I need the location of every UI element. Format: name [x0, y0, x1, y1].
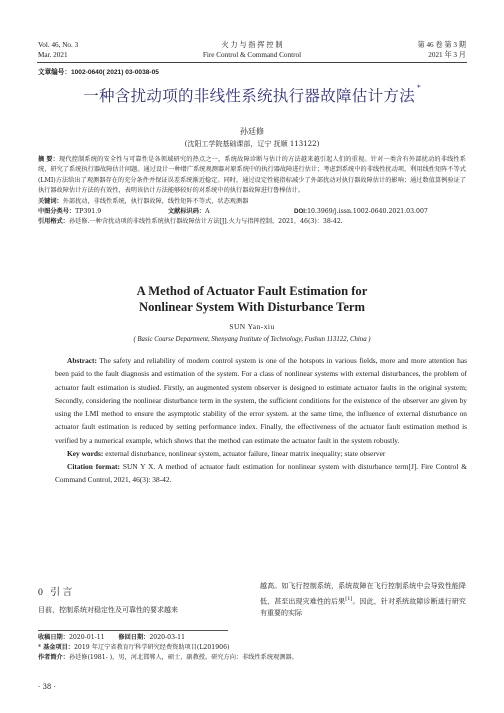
dates-line	[38, 633, 298, 643]
clc-value: TP391.9	[75, 208, 102, 216]
intro-paragraph-left: 目前，控制系统对稳定性及可靠性的要求越来	[38, 606, 178, 614]
author-en: SUN Yan-xiu	[229, 322, 275, 331]
citation-cn-text: 孙廷修.一种含扰动项的非线性系统执行器故障估计方法[J].火力与指挥控制，2021，46(3)：38-42.	[68, 218, 343, 226]
abstract-cn-label: 摘 要：	[38, 156, 59, 163]
intro-right-text-1: 越高。如飞行控制系统，系统故障在飞行控制系统中会导致性能降低，甚至出现灾难性的后果	[260, 582, 466, 605]
keywords-en	[55, 447, 467, 460]
title-en-line2: Nonlinear System With Disturbance Term	[138, 300, 365, 314]
journal-name-cn: 火 力 与 指 挥 控 制	[221, 41, 283, 49]
abstract-en-body	[55, 354, 467, 447]
revised-label: 修回日期：	[118, 634, 150, 641]
article-number: 文章编号：1002-0640( 2021) 03-0038-05	[38, 69, 159, 76]
author-cn: 孙廷修	[240, 127, 264, 136]
abstract-cn-text: 现代控制系统的安全性与可靠性是各领域研究的热点之一，系统故障诊断与估计的方法越来越引起人们的重视。针对一类含有外部扰动的非线性系统，研究了系统执行器故障估计问题。通过设计一种增广系统观测器对原系统中的执行器故障进行估计；考虑到系统中的非线性扰动项，利用线性矩阵不等式(LMI)方法给出了观测器存在的充分条件并保证误差系统渐近稳定。同时，通过设定性能指标减少了外部扰动对执行器故障估计的影响；通过数值算例验证了执行器故障估计方法的有效性，表明该估计方法能够较好的对系统中的执行器故障进行鲁棒估计。	[38, 156, 466, 195]
journal-name	[190, 41, 314, 60]
section-heading-intro	[38, 584, 72, 598]
doi-value: 10.3969/j.issn.1002-0640.2021.03.007	[307, 208, 428, 216]
author-bio-line	[38, 653, 298, 663]
clc-field	[38, 207, 168, 217]
reference-mark: [1]	[345, 595, 353, 602]
received-label: 收稿日期：	[38, 634, 69, 641]
doi-label: DOI:	[294, 208, 308, 216]
keywords-cn-text: 外部扰动，非线性系统，执行器故障，线性矩阵不等式，状态观测器	[62, 197, 249, 205]
journal-volume-info-cn	[417, 41, 466, 60]
affiliation-en: ( Basic Course Department, Shenyang Institute of Technology, Fushun 113122, China )	[133, 336, 371, 343]
volume-date: Mar. 2021	[38, 50, 68, 59]
classification-line	[38, 207, 466, 217]
title-text: 一种含扰动项的非线性系统执行器故障估计方法	[83, 87, 415, 105]
citation-cn-label: 引用格式：	[38, 218, 69, 226]
bio-label: 作者简介：	[38, 654, 69, 661]
fund-mark: *	[38, 644, 42, 651]
abstract-en-text: The safety and reliability of modern control system is one of the hotspots in various fields, more and more attention has been paid to the fault diagnosis and estimation of the system. For a class of nonlinear systems with external disturbances, the problem of actuator fault estimation is studied. Firstly, an augmented system observer is designed to estimate actuator faults in the original system; Secondly, considering the nonlinear disturbance term in the system, the sufficient conditions for the existence of the observer are given by using the LMI method to ensure the asymptotic stability of the error system. at the same time, the influence of external disturbance on actuator fault estimation is reduced by setting performance index. Finally, the effectiveness of the actuator fault estimation method is verified by a numerical example, which shows that the method can estimate the actuator fault in the system robustly.	[55, 356, 467, 445]
citation-en	[55, 460, 467, 487]
section-title: 引 言	[50, 587, 73, 598]
intro-right-text-2: 。因此，针对系统故障诊断进行研究有重要的实际	[260, 596, 467, 618]
fund-label: 基金项目：	[43, 644, 74, 651]
volume-issue: Vol. 46, No. 3	[38, 41, 79, 49]
journal-volume-info	[38, 41, 78, 60]
abstract-cn	[38, 155, 466, 228]
doc-code-field	[168, 207, 294, 217]
clc-label: 中图分类号：	[38, 208, 76, 216]
paper-title-cn	[0, 84, 504, 106]
doc-code-label: 文献标识码：	[168, 208, 206, 216]
footnote-rule	[38, 630, 228, 631]
bio-value: 孙廷修(1981- )，男，河北邯郸人，硕士，副教授。研究方向：非线性系统观测器。	[68, 654, 298, 661]
received-date: 2020-01-11	[68, 634, 105, 641]
fund-value: 2019 年辽宁省教育厅科学研究经费资助项目(L201906)	[74, 644, 230, 651]
citation-en-text: SUN Y X. A method of actuator fault estimation for nonlinear system with disturbance term[J]. Fire Control & Command Control, 2021, 46(3): 38-42.	[55, 462, 467, 485]
title-footnote-mark: *	[417, 84, 421, 92]
abstract-cn-body	[38, 155, 466, 197]
doi-field	[294, 207, 428, 217]
volume-issue-cn: 第 46 卷 第 3 期	[417, 41, 466, 49]
keywords-cn	[38, 197, 466, 207]
fund-line	[38, 643, 298, 653]
citation-en-label: Citation format:	[67, 462, 120, 471]
citation-cn	[38, 217, 466, 227]
keywords-en-text: external disturbance, nonlinear system, actuator failure, linear matrix inequality; state observer	[105, 448, 386, 458]
footnotes	[38, 633, 298, 663]
keywords-cn-label: 关键词：	[38, 197, 63, 205]
abstract-en-label: Abstract:	[67, 356, 97, 365]
journal-name-en: Fire Control & Command Control	[202, 50, 302, 59]
header-rule	[37, 62, 467, 63]
title-en-line1: A Method of Actuator Fault Estimation for	[136, 284, 368, 298]
abstract-en	[55, 354, 467, 487]
doc-code-value: A	[205, 208, 210, 216]
volume-date-cn: 2021 年 3 月	[428, 50, 466, 59]
intro-paragraph-right	[260, 580, 466, 620]
keywords-en-label: Key words:	[67, 448, 104, 458]
section-number: 0	[38, 587, 43, 598]
page-number: · 38 ·	[38, 683, 56, 691]
paper-title-en	[0, 283, 504, 315]
revised-date: 2020-03-11	[149, 634, 186, 641]
affiliation-cn: (沈阳工学院基础课部，辽宁 抚顺 113122)	[184, 140, 320, 148]
